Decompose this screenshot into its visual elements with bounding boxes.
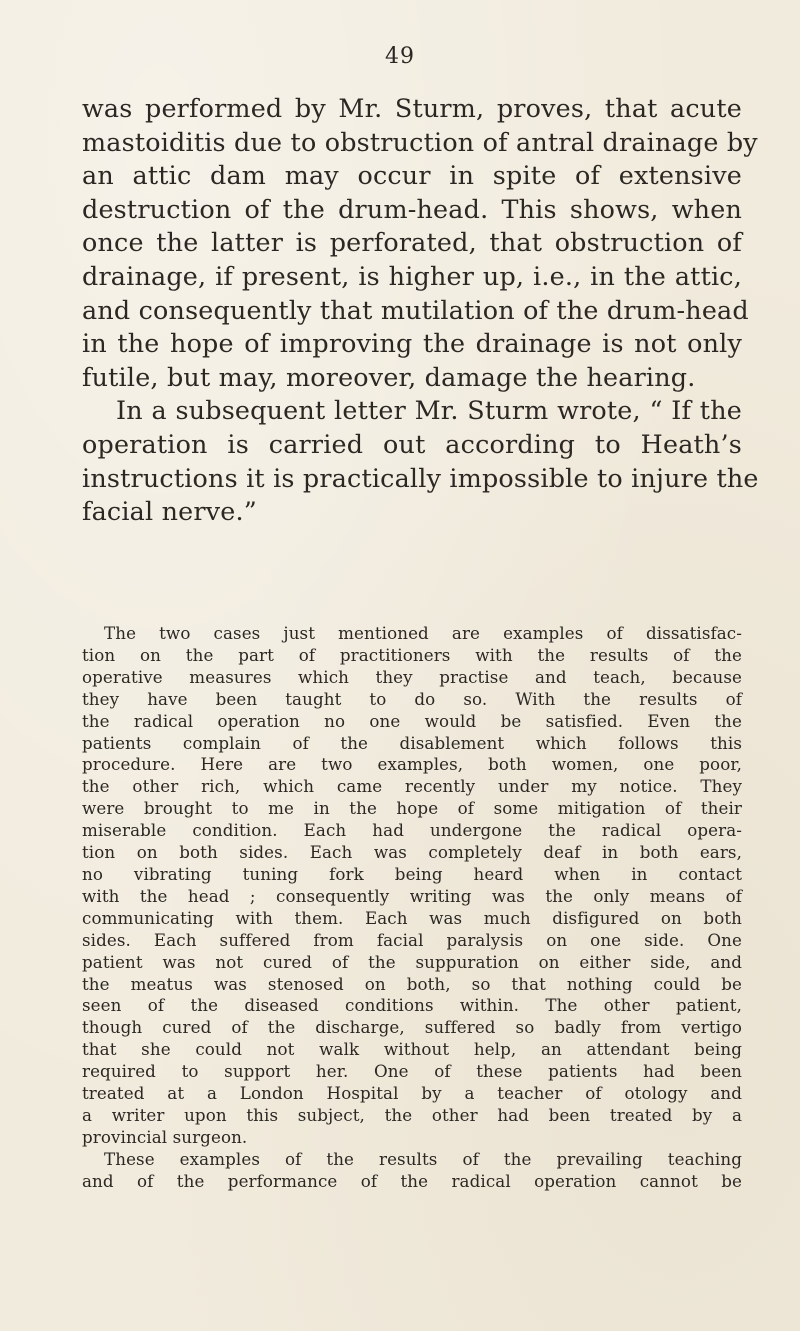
large-text-line: and consequently that mutilation of the drum-head xyxy=(82,294,749,325)
small-text-line: the other rich, which came recently under my notice. They xyxy=(82,776,742,797)
large-text-line: futile, but may, moreover, damage the hearing. xyxy=(82,361,696,392)
small-text-line: a writer upon this subject, the other had been treated by a xyxy=(82,1104,742,1125)
small-text-line: procedure. Here are two examples, both women, one poor, xyxy=(82,754,742,775)
large-text-line: facial nerve.” xyxy=(82,496,257,527)
large-text-line: mastoiditis due to obstruction of antral drainage by xyxy=(82,126,758,157)
small-text-line: patient was not cured of the suppuration on either side, and xyxy=(82,951,742,972)
small-text-line: patients complain of the disablement which follows this xyxy=(82,732,742,753)
small-text-line: that she could not walk without help, an attendant being xyxy=(82,1039,742,1060)
small-text-line: they have been taught to do so. With the results of xyxy=(82,688,742,709)
small-type-passage xyxy=(82,623,742,1193)
small-text-line: provincial surgeon. xyxy=(82,1126,248,1147)
small-text-line: operative measures which they practise and teach, because xyxy=(82,666,742,687)
small-text-line: tion on both sides. Each was completely deaf in both ears, xyxy=(82,842,742,863)
small-text-line: treated at a London Hospital by a teacher of otology and xyxy=(82,1083,742,1104)
large-text-line: drainage, if present, is higher up, i.e., in the attic, xyxy=(82,260,742,291)
small-text-line: were brought to me in the hope of some mitigation of their xyxy=(82,798,742,819)
large-text-line: an attic dam may occur in spite of extensive xyxy=(82,160,742,191)
small-text-line: the radical operation no one would be satisfied. Even the xyxy=(82,710,742,731)
small-text-line: though cured of the discharge, suffered so badly from vertigo xyxy=(82,1017,742,1038)
small-text-line: required to support her. One of these patients had been xyxy=(82,1061,742,1082)
small-text-line: miserable condition. Each had undergone the radical opera- xyxy=(82,820,742,841)
small-text-line: seen of the diseased conditions within. The other patient, xyxy=(82,995,742,1016)
small-text-line: no vibrating tuning fork being heard when in contact xyxy=(82,863,742,884)
large-text-line: was performed by Mr. Sturm, proves, that acute xyxy=(82,93,742,123)
small-text-line: tion on the part of practitioners with the results of the xyxy=(82,644,742,665)
page-number: 49 xyxy=(385,44,415,69)
large-text-line: instructions it is practically impossible to injure the xyxy=(82,462,759,493)
small-text-line: communicating with them. Each was much disfigured on both xyxy=(82,907,742,928)
large-text-line: In a subsequent letter Mr. Sturm wrote, “ If the xyxy=(116,395,742,426)
large-type-passage xyxy=(82,92,759,529)
small-text-line: The two cases just mentioned are examples of dissatisfac- xyxy=(104,623,742,643)
small-text-line: and of the performance of the radical operation cannot be xyxy=(82,1170,742,1191)
large-text-line: operation is carried out according to Heath’s xyxy=(82,428,742,459)
small-text-line: sides. Each suffered from facial paralysis on one side. One xyxy=(82,929,742,950)
small-text-line: These examples of the results of the prevailing teaching xyxy=(104,1148,742,1169)
large-text-line: once the latter is perforated, that obstruction of xyxy=(82,227,742,258)
small-text-line: with the head ; consequently writing was the only means of xyxy=(82,885,742,906)
large-text-line: in the hope of improving the drainage is not only xyxy=(82,328,742,359)
large-text-line: destruction of the drum-head. This shows, when xyxy=(82,193,742,224)
small-text-line: the meatus was stenosed on both, so that nothing could be xyxy=(82,973,742,994)
